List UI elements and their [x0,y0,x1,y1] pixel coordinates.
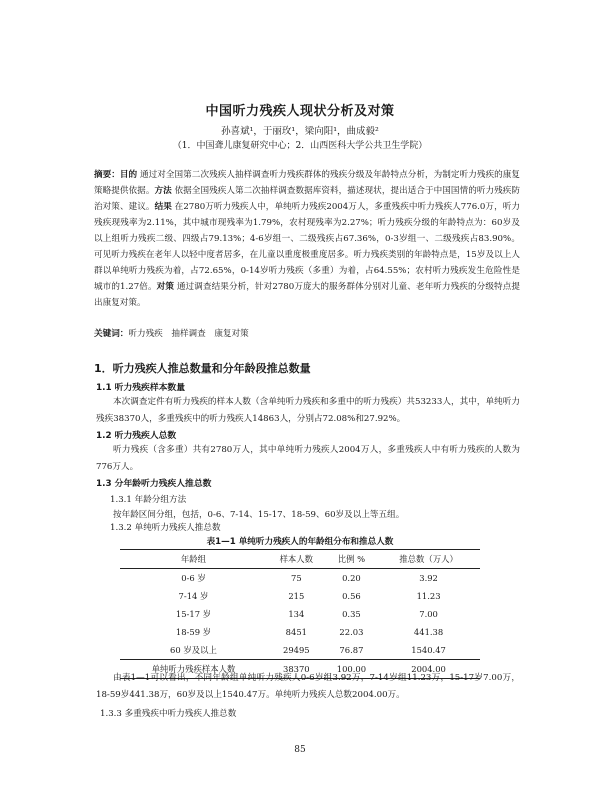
abstract [94,167,520,311]
result-label: 结果 [154,202,172,212]
cell-sample-count: 29495 [282,645,310,655]
section-1-3-heading: 1.3 分年龄听力残疾人推总数 [96,479,212,489]
affiliation: （1．中国聋儿康复研究中心；2．山西医科大学公共卫生学院） [172,141,428,151]
cell-estimate: 1540.47 [411,645,446,655]
paper-title: 中国听力残疾人现状分析及对策 [205,104,395,119]
table-row [120,605,480,623]
total-percent: 100.00 [326,660,377,679]
cell-sample-count: 8451 [285,627,307,637]
keywords [94,327,520,339]
cell-percent: 22.03 [339,627,364,637]
cell-percent: 76.87 [339,645,364,655]
cell-age-group: 60 岁及以上 [170,645,217,655]
age-distribution-table [120,549,480,679]
cell-percent: 0.35 [342,609,361,619]
header-percent: 比例 % [326,550,377,569]
section-1-3-1-heading: 1.3.1 年龄分组方法 [110,495,187,505]
author-list: 孙喜斌¹，于丽玫¹，梁向阳¹，曲成毅² [221,126,379,137]
method-label: 方法 [154,186,172,196]
cell-estimate: 441.38 [413,627,444,637]
total-label: 单纯听力残疾样本人数 [120,660,267,679]
abstract-label: 摘要： [94,170,120,180]
header-estimate: 推总数（万人） [377,550,480,569]
cell-percent: 0.56 [342,591,361,601]
section-1-1-heading: 1.1 听力残疾样本数量 [96,383,186,393]
table-row [120,569,480,588]
section-1-2-heading: 1.2 听力残疾人总数 [96,431,177,441]
purpose-text: 通过对全国第二次残疾人抽样调查听力残疾群体的残疾分级及年龄特点分析，为制定听力残疾的康复策略提供依据。 [94,170,520,196]
table-header-row [120,550,480,569]
cell-estimate: 7.00 [419,609,438,619]
table-row [120,641,480,660]
total-sample-count: 38370 [267,660,326,679]
table-caption: 表1—1 单纯听力残疾人的年龄组分布和推总人数 [206,537,394,547]
keywords-text: 听力残疾 抽样调查 康复对策 [128,329,249,339]
section-1-heading: 1．听力残疾人推总数量和分年龄段推总数量 [94,362,311,375]
conclusion-text: 通过调查结果分析，针对2780万庞大的服务群体分别对儿童、老年听力残疾的分级特点提出康复对策。 [94,282,520,308]
cell-sample-count: 75 [290,573,302,583]
table-summary-text: 由表1—1可以看出，不同年龄组单纯听力残疾人0-6岁组3.92万，7-14岁组11.23万，15-17岁7.00万，18-59岁441.38万，60岁及以上1540.47万。单纯听力残疾人总数2004.00万。 [96,673,520,700]
header-sample-count: 样本人数 [267,550,326,569]
result-text: 在2780万听力残疾人中，单纯听力残疾2004万人，多重残疾中听力残疾人776.0万，听力残疾现残率为2.11%，其中城市现残率为1.79%，农村现残率为2.27%；听力残疾分级的年龄特点为：60岁及以上组听力残疾二级、四级占79.13%；4-6岁组一、二级残疾占67.36%，0-3岁组一、二级残疾占83.90%。可见听力残疾在老年人以轻中度者居多，在儿童以重度极重度居多。听力残疾类别的年龄特点是，15岁及以上人群以单纯听力残疾为着，占72.65%，0-14岁听力残疾（多重）为着，占64.55%；农村听力残疾发生危险性是城市的1.27倍。 [94,202,520,292]
cell-sample-count: 134 [288,609,305,619]
cell-age-group: 15-17 岁 [175,609,212,619]
section-1-3-3-heading: 1.3.3 多重残疾中听力残疾人推总数 [100,709,237,719]
cell-estimate: 11.23 [416,591,441,601]
section-1-3-2-heading: 1.3.2 单纯听力残疾人推总数 [110,523,221,533]
conclusion-label: 对策 [156,282,175,292]
section-1-3-1-text: 按年龄区间分组，包括，0-6、7-14、15-17、18-59、60岁及以上等五组。 [113,510,405,520]
keywords-label: 关键词： [94,329,129,339]
purpose-label: 目的 [119,170,138,180]
page-number: 85 [294,745,306,755]
cell-estimate: 3.92 [419,573,438,583]
cell-age-group: 7-14 岁 [178,591,209,601]
table-row [120,623,480,641]
header-age-group: 年龄组 [120,550,267,569]
method-text: 依据全国残疾人第二次抽样调查数据库资料，描述现状，提出适合于中国国情的听力残疾防治对策、建议。 [94,186,520,212]
section-1-1-text: 本次调查定件有听力残疾的样本人数（含单纯听力残疾和多重中的听力残疾）共53233人，其中，单纯听力残疾38370人，多重残疾中的听力残疾人14863人，分别占72.08%和27.92%。 [96,397,520,424]
total-estimate: 2004.00 [377,660,480,679]
cell-sample-count: 215 [288,591,305,601]
cell-age-group: 18-59 岁 [175,627,212,637]
table-row [120,587,480,605]
section-1-2-text: 听力残疾（含多重）共有2780万人，其中单纯听力残疾人2004万人，多重残疾人中有听力残疾的人数为 776万人。 [96,445,520,472]
cell-percent: 0.20 [342,573,361,583]
cell-age-group: 0-6 岁 [181,573,206,583]
